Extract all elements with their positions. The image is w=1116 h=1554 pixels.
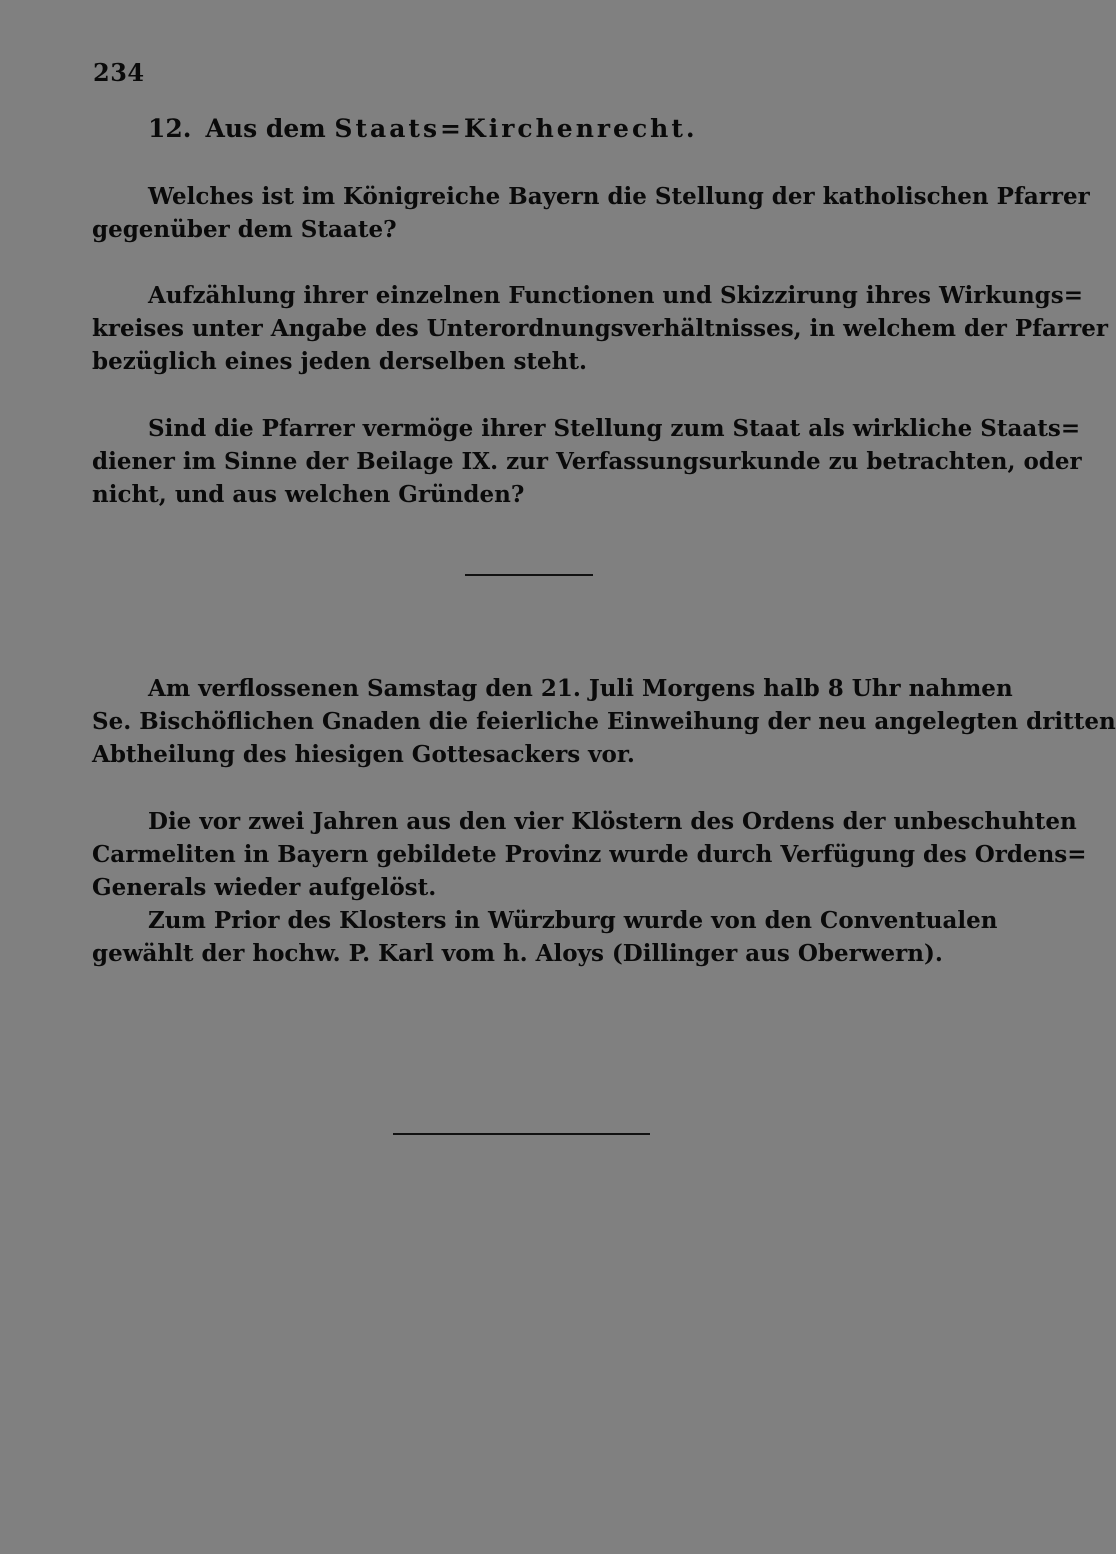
- news-paragraph-3: [92, 904, 998, 970]
- news-paragraph-1: [92, 672, 1116, 771]
- text-line: Aufzählung ihrer einzelnen Functionen und Skizzirung ihres Wirkungs=: [148, 282, 1083, 309]
- section-divider: [465, 574, 593, 576]
- section-heading: [148, 114, 698, 143]
- text-line: kreises unter Angabe des Unterordnungsverhältnisses, in welchem der Pfarrer: [92, 315, 1108, 342]
- text-line: Se. Bischöflichen Gnaden die feierliche Einweihung der neu angelegten dritten: [92, 708, 1116, 735]
- question-paragraph-1: [92, 180, 1090, 246]
- question-paragraph-2: [92, 279, 1108, 378]
- question-paragraph-3: [92, 412, 1082, 511]
- text-line: diener im Sinne der Beilage IX. zur Verfassungsurkunde zu betrachten, oder: [92, 448, 1082, 475]
- section-title-prefix: Aus dem: [205, 114, 326, 143]
- text-line: nicht, und aus welchen Gründen?: [92, 481, 525, 508]
- text-line: bezüglich eines jeden derselben steht.: [92, 348, 588, 375]
- text-line: Abtheilung des hiesigen Gottesackers vor.: [92, 741, 635, 768]
- section-number: 12.: [148, 114, 192, 143]
- text-line: Carmeliten in Bayern gebildete Provinz wurde durch Verfügung des Ordens=: [92, 841, 1087, 868]
- section-title-spaced: Staats=Kirchenrecht.: [334, 114, 698, 143]
- text-line: Die vor zwei Jahren aus den vier Klöstern des Ordens der unbeschuhten: [148, 808, 1077, 835]
- page-end-divider: [393, 1133, 650, 1135]
- text-line: gewählt der hochw. P. Karl vom h. Aloys (Dillinger aus Oberwern).: [92, 940, 943, 967]
- text-line: Generals wieder aufgelöst.: [92, 874, 437, 901]
- text-line: Am verflossenen Samstag den 21. Juli Morgens halb 8 Uhr nahmen: [148, 675, 1013, 702]
- text-line: Sind die Pfarrer vermöge ihrer Stellung zum Staat als wirkliche Staats=: [148, 415, 1081, 442]
- text-line: gegenüber dem Staate?: [92, 216, 397, 243]
- news-paragraph-2: [92, 805, 1087, 904]
- page-number: 234: [93, 58, 145, 87]
- text-line: Zum Prior des Klosters in Würzburg wurde von den Conventualen: [148, 907, 998, 934]
- text-line: Welches ist im Königreiche Bayern die Stellung der katholischen Pfarrer: [148, 183, 1090, 210]
